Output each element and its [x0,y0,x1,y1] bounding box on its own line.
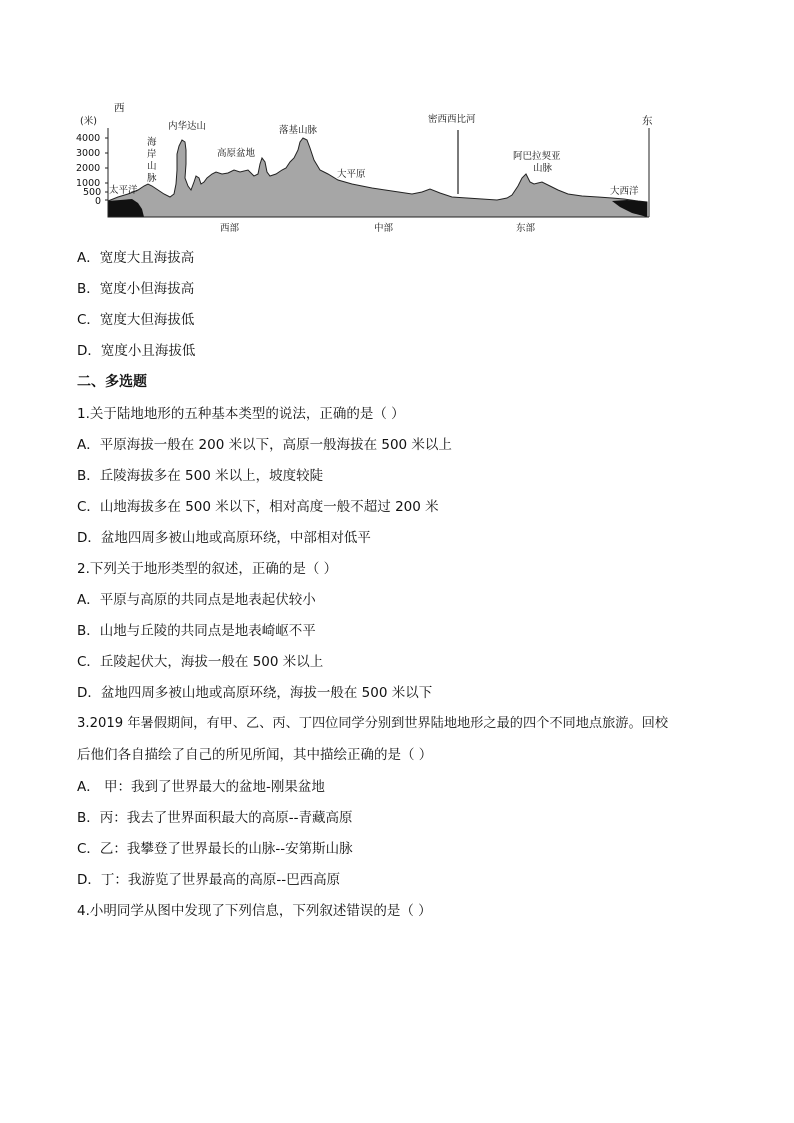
region-west: 西部 [220,223,240,234]
east-label: 东 [642,115,653,127]
y-tick-4000: 4000 [76,133,101,144]
nevada-label: 内华达山 [168,121,207,132]
region-central: 中部 [374,223,394,234]
q3-stem-line-2: 后他们各自描绘了自己的所见所闻，其中描绘正确的是（ ） [77,747,433,763]
q3-option-a: A． 甲：我到了世界最大的盆地-刚果盆地 [77,779,325,795]
terrain-silhouette [108,138,647,217]
q3-option-c: C．乙：我攀登了世界最长的山脉--安第斯山脉 [77,841,353,857]
q2-option-b: B．山地与丘陵的共同点是地表崎岖不平 [77,623,316,639]
section-title: 二、多选题 [77,374,147,390]
prev-option-d: D．宽度小且海拔低 [77,343,196,359]
terrain-profile-figure [72,98,672,238]
q2-option-a: A．平原与高原的共同点是地表起伏较小 [77,592,316,608]
appalachian-label-1: 阿巴拉契亚 [513,151,561,162]
prev-option-c: C．宽度大但海拔低 [77,312,195,328]
y-tick-500: 500 [83,187,102,198]
basin-label: 高原盆地 [217,148,256,159]
terrain-profile-svg [72,98,672,238]
q2-option-d: D．盆地四周多被山地或高原环绕，海拔一般在 500 米以下 [77,685,433,701]
q3-stem-line-1: 3.2019 年暑假期间，有甲、乙、丙、丁四位同学分别到世界陆地地形之最的四个不同地点旅游。回校 [77,716,669,731]
rockies-label: 落基山脉 [279,125,318,136]
y-tick-2000: 2000 [76,163,101,174]
mississippi-label: 密西西比河 [428,114,476,125]
atlantic-label: 大西洋 [610,186,639,197]
q3-option-d: D．丁：我游览了世界最高的高原--巴西高原 [77,872,341,888]
unit-label: (米) [80,116,97,127]
region-east: 东部 [516,223,536,234]
q4-stem: 4.小明同学从图中发现了下列信息，下列叙述错误的是（ ） [77,903,432,919]
q1-option-d: D．盆地四周多被山地或高原环绕，中部相对低平 [77,530,371,546]
q2-option-c: C．丘陵起伏大，海拔一般在 500 米以上 [77,654,324,670]
coast-range-label-2: 岸 [147,149,157,160]
y-tick-1000: 1000 [76,178,101,189]
q2-stem: 2.下列关于地形类型的叙述，正确的是（ ） [77,561,338,577]
q1-option-a: A．平原海拔一般在 200 米以下，高原一般海拔在 500 米以上 [77,437,452,453]
q3-option-b: B．丙：我去了世界面积最大的高原--青藏高原 [77,810,353,826]
coast-range-label-3: 山 [147,161,157,172]
q1-stem: 1.关于陆地地形的五种基本类型的说法，正确的是（ ） [77,406,405,422]
pacific-label: 太平洋 [109,185,138,196]
y-tick-0: 0 [95,196,102,207]
coast-range-label-1: 海 [147,137,157,148]
prev-option-a: A．宽度大且海拔高 [77,250,195,266]
west-label: 西 [114,102,125,114]
appalachian-label-2: 山脉 [533,163,553,174]
y-tick-3000: 3000 [76,148,101,159]
q1-option-b: B．丘陵海拔多在 500 米以上，坡度较陡 [77,468,324,484]
coast-range-label-4: 脉 [147,173,157,184]
plains-label: 大平原 [337,169,366,180]
prev-option-b: B．宽度小但海拔高 [77,281,195,297]
q1-option-c: C．山地海拔多在 500 米以下，相对高度一般不超过 200 米 [77,499,439,515]
